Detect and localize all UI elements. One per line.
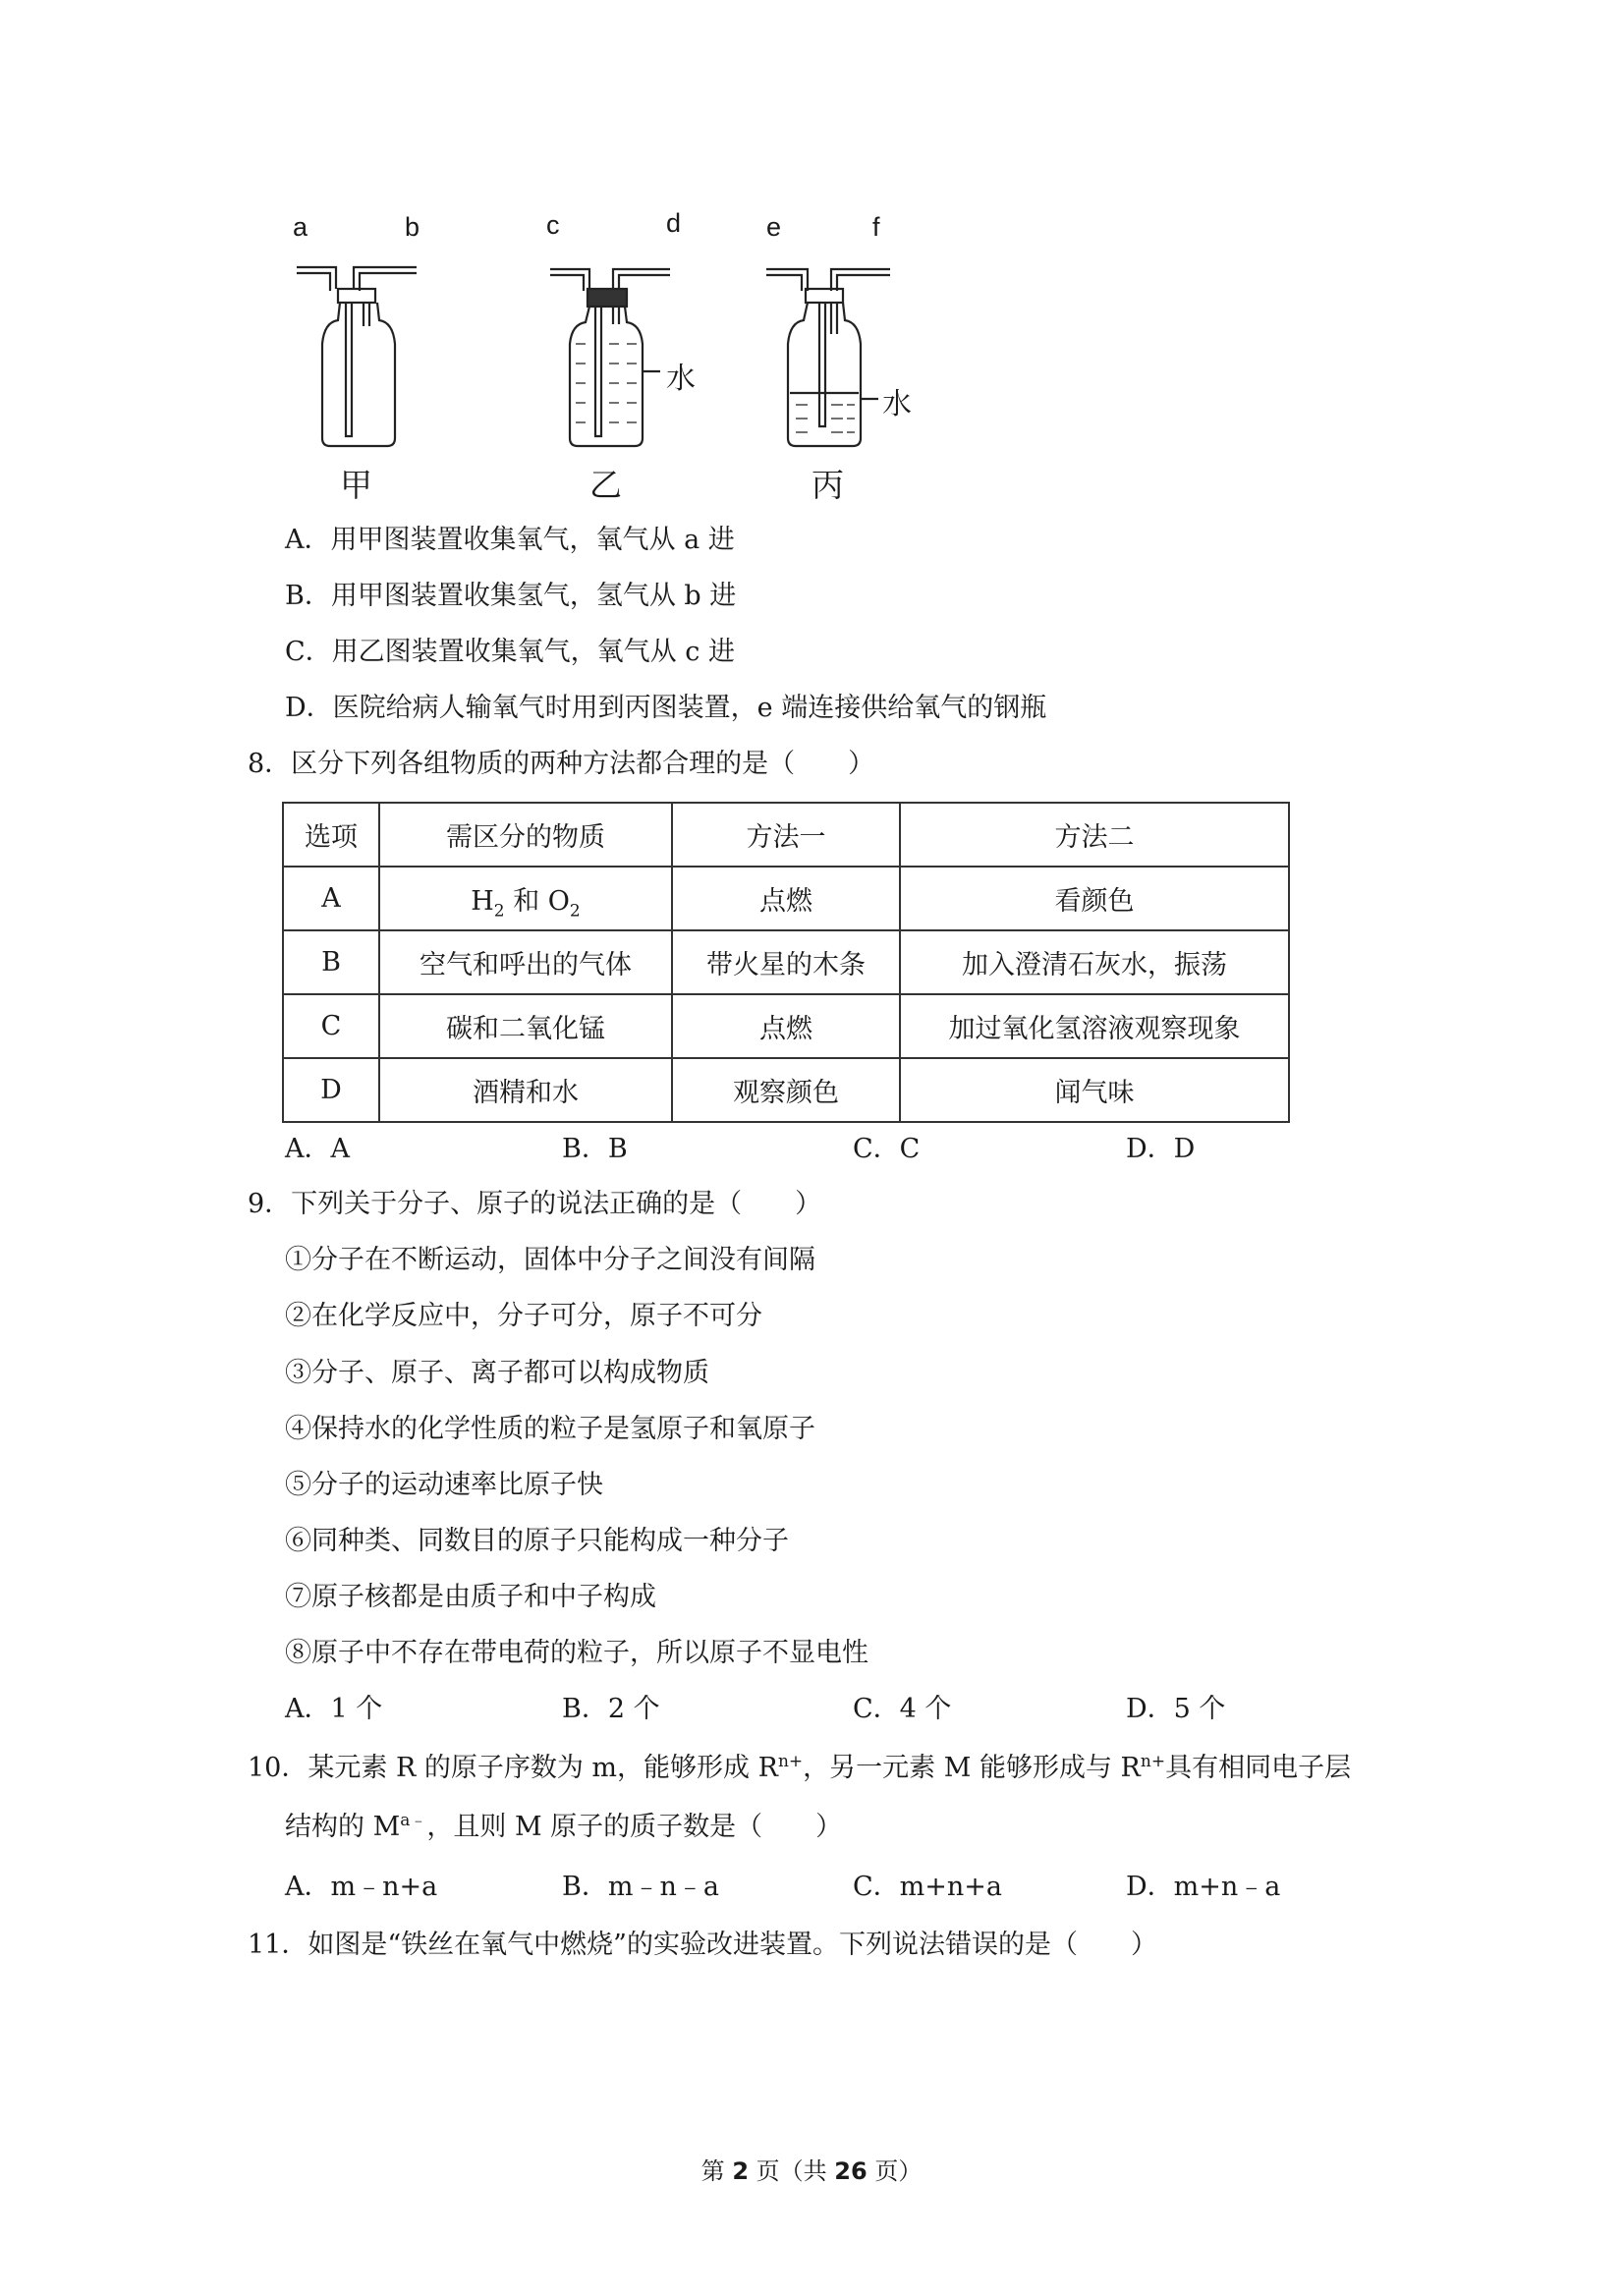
q8-choice-a: A．A: [285, 1134, 350, 1164]
header-option: 选项: [283, 803, 379, 867]
row-option: C: [283, 994, 379, 1058]
row-option: B: [283, 930, 379, 994]
row-substances: 酒精和水: [379, 1058, 672, 1122]
q8-table: [282, 802, 1290, 1123]
port-label-d: d: [666, 208, 682, 238]
q7-option-a: A．用甲图装置收集氧气，氧气从 a 进: [285, 525, 735, 555]
row-method2: 加过氧化氢溶液观察现象: [900, 994, 1289, 1058]
bottle-bing: [766, 269, 890, 446]
bottle-yi: [550, 269, 670, 446]
q9-stem: 9．下列关于分子、原子的说法正确的是（ ）: [248, 1189, 822, 1219]
q9-item-7: ⑦原子核都是由质子和中子构成: [285, 1582, 656, 1612]
q9-item-2: ②在化学反应中，分子可分，原子不可分: [285, 1301, 762, 1331]
row-option: D: [283, 1058, 379, 1122]
row-method2: 闻气味: [900, 1058, 1289, 1122]
page-footer: 第 2 页（共 26 页）: [700, 2157, 923, 2185]
q9-item-5: ⑤分子的运动速率比原子快: [285, 1470, 603, 1500]
q8-stem: 8．区分下列各组物质的两种方法都合理的是（ ）: [248, 749, 875, 779]
q11-stem: 11．如图是“铁丝在氧气中燃烧”的实验改进装置。下列说法错误的是（ ）: [248, 1930, 1157, 1960]
row-substances: 碳和二氧化锰: [379, 994, 672, 1058]
port-label-c: c: [546, 210, 560, 240]
row-substances: 空气和呼出的气体: [379, 930, 672, 994]
header-substances: 需区分的物质: [379, 803, 672, 867]
caption-jia: 甲: [340, 466, 372, 504]
table-header-row: [283, 803, 1289, 867]
q10-stem-line1: 10．某元素 R 的原子序数为 m，能够形成 $R^{n+}$，另一元素 M 能够形成与 $R^{n+}$具有相同电子层: [248, 1752, 1352, 1783]
q9-item-4: ④保持水的化学性质的粒子是氢原子和氧原子: [285, 1414, 815, 1444]
water-label-bing: 水: [882, 387, 912, 421]
row-method1: 带火星的木条: [672, 930, 900, 994]
q9-choice-b: B．2 个: [562, 1694, 660, 1724]
table-row: [283, 867, 1289, 930]
caption-bing: 丙: [812, 466, 844, 504]
port-label-a: a: [293, 212, 308, 242]
q10-stem-line2: 结构的 $M^{a﹣}$，且则 M 原子的质子数是（ ）: [285, 1811, 843, 1842]
q8-choice-c: C．C: [853, 1134, 921, 1164]
q8-choice-b: B．B: [562, 1134, 628, 1164]
bottle-jia: [297, 267, 417, 446]
q9-item-3: ③分子、原子、离子都可以构成物质: [285, 1358, 709, 1388]
q9-choice-d: D．5 个: [1126, 1694, 1226, 1724]
caption-yi: 乙: [589, 466, 622, 504]
q10-choice-c: C．m+n+a: [853, 1872, 1002, 1902]
port-label-f: f: [872, 212, 880, 242]
water-label-yi: 水: [666, 362, 696, 396]
header-method2: 方法二: [900, 803, 1289, 867]
row-method1: 观察颜色: [672, 1058, 900, 1122]
q10-choice-d: D．m+n﹣a: [1126, 1872, 1281, 1902]
table-row: [283, 994, 1289, 1058]
table-row: [283, 1058, 1289, 1122]
q9-item-1: ①分子在不断运动，固体中分子之间没有间隔: [285, 1245, 815, 1275]
row-method2: 看颜色: [900, 867, 1289, 930]
water-dashes-yi: [576, 344, 637, 422]
q7-option-d: D．医院给病人输氧气时用到丙图装置，e 端连接供给氧气的钢瓶: [285, 693, 1047, 723]
port-label-b: b: [405, 212, 420, 242]
port-label-e: e: [766, 212, 782, 242]
q10-choice-a: A．m﹣n+a: [285, 1872, 438, 1902]
q10-choice-b: B．m﹣n﹣a: [562, 1872, 719, 1902]
table-row: [283, 930, 1289, 994]
row-method1: 点燃: [672, 994, 900, 1058]
row-method1: 点燃: [672, 867, 900, 930]
row-substances: $H_2$ 和 $O_2$: [379, 867, 672, 930]
q8-choice-d: D．D: [1126, 1134, 1196, 1164]
header-method1: 方法一: [672, 803, 900, 867]
q9-item-6: ⑥同种类、同数目的原子只能构成一种分子: [285, 1526, 789, 1556]
apparatus-figure: [275, 206, 963, 511]
q7-option-b: B．用甲图装置收集氢气，氢气从 b 进: [285, 581, 737, 611]
q9-choice-c: C．4 个: [853, 1694, 952, 1724]
q9-choice-a: A．1 个: [285, 1694, 383, 1724]
q7-option-c: C．用乙图装置收集氧气，氧气从 c 进: [285, 637, 735, 667]
row-option: A: [283, 867, 379, 930]
row-method2: 加入澄清石灰水，振荡: [900, 930, 1289, 994]
q9-item-8: ⑧原子中不存在带电荷的粒子，所以原子不显电性: [285, 1638, 868, 1668]
